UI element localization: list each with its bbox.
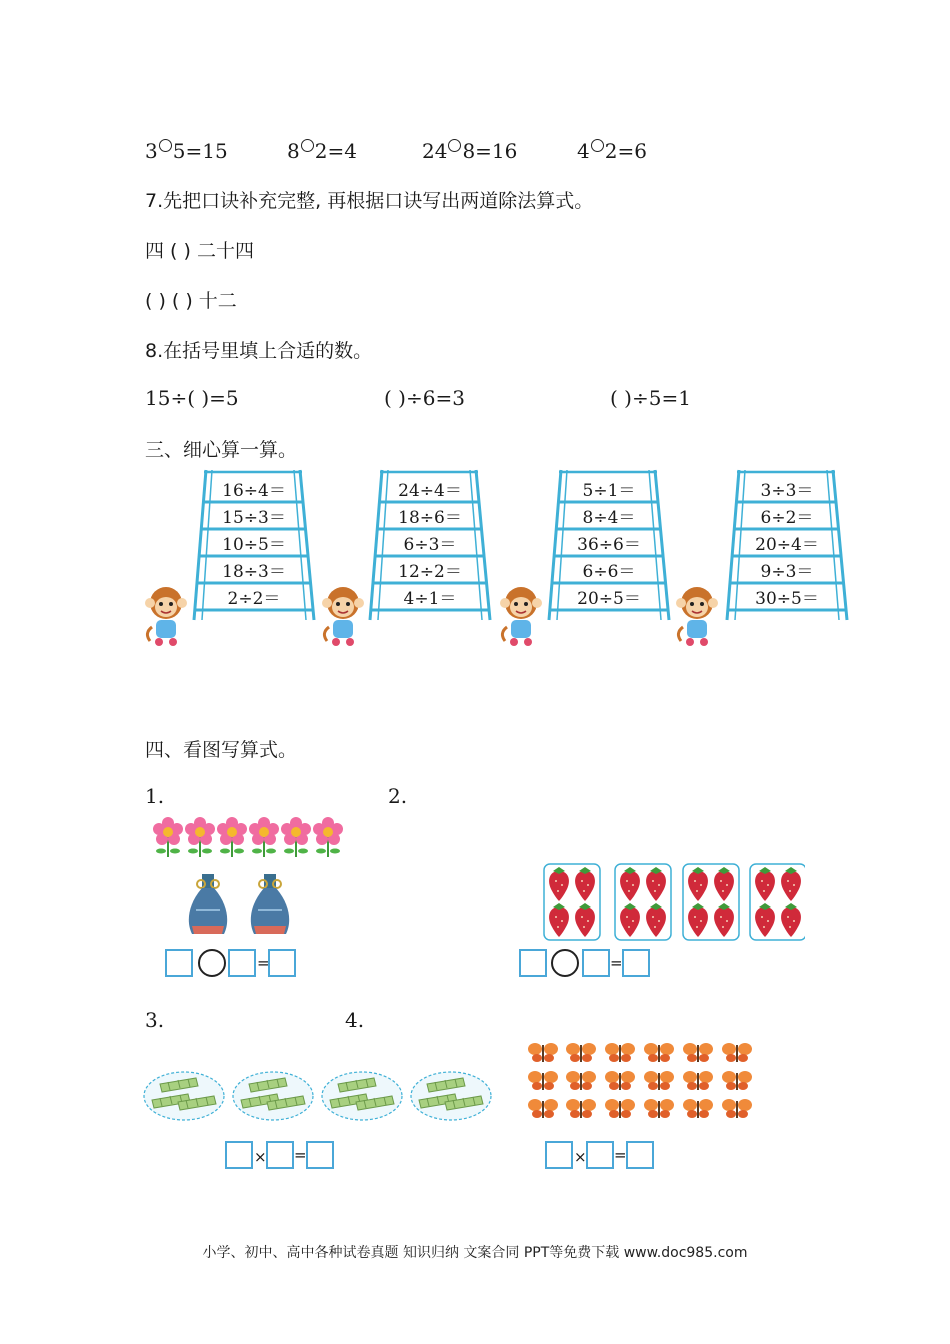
q7-line1: 四 ( ) 二十四 [145,240,254,262]
ladder-1 [190,468,318,624]
equals-sign: = [614,1146,627,1164]
ladder-expression: 24÷4＝ [398,481,462,501]
q7-line2: ( ) ( ) 十二 [145,290,237,312]
ladder-expression: 36÷6＝ [577,535,641,555]
equation-1 [145,139,228,163]
ladder-expression: 2÷2＝ [227,589,281,609]
answer-box[interactable] [306,1141,334,1169]
ladder-expression: 9÷3＝ [760,562,814,582]
operator-circle[interactable] [591,139,604,152]
ladder-expression: 15÷3＝ [222,508,286,528]
eq1-right: 5=15 [172,139,228,163]
q8-title: 8.在括号里填上合适的数。 [145,340,373,362]
ladder-expression: 6÷3＝ [403,535,457,555]
equals-sign: = [610,954,623,972]
eq1-left: 3 [145,139,158,163]
ladder-expression: 18÷6＝ [398,508,462,528]
q8-eq2: ( )÷6=3 [384,386,465,410]
ladder-expression: 3÷3＝ [760,481,814,501]
q8-eq1: 15÷( )=5 [145,386,239,410]
answer-box[interactable] [582,949,610,977]
eq3-right: 8=16 [462,139,518,163]
answer-box[interactable] [165,949,193,977]
ladder-expression: 8÷4＝ [582,508,636,528]
ladder-expression: 20÷4＝ [755,535,819,555]
answer-box[interactable] [622,949,650,977]
answer-box[interactable] [225,1141,253,1169]
times-sign: × [574,1148,587,1166]
ladder-expression: 20÷5＝ [577,589,641,609]
operator-circle[interactable] [301,139,314,152]
operator-circle[interactable] [551,949,579,977]
ladder-expression: 6÷6＝ [582,562,636,582]
answer-box[interactable] [228,949,256,977]
footer-text: 小学、初中、高中各种试卷真题 知识归纳 文案合同 PPT等免费下载 www.doc985.com [202,1245,748,1261]
ladder-expression: 4÷1＝ [403,589,457,609]
strawberry-boxes [543,863,805,947]
monkey-icon [673,583,721,647]
monkey-icon [319,583,367,647]
q8-eq3: ( )÷5=1 [610,386,691,410]
problem-2-number: 2. [388,784,408,808]
eq2-right: 2=4 [314,139,357,163]
vases-picture [186,870,298,944]
ladder-3 [545,468,673,624]
answer-box[interactable] [268,949,296,977]
monkey-icon [497,583,545,647]
equals-sign: = [257,954,270,972]
ladder-expression: 6÷2＝ [760,508,814,528]
eq2-left: 8 [287,139,300,163]
equation-4 [577,139,647,163]
answer-box[interactable] [266,1141,294,1169]
operator-circle[interactable] [159,139,172,152]
answer-box[interactable] [626,1141,654,1169]
eq4-left: 4 [577,139,590,163]
equals-sign: = [294,1146,307,1164]
problem-4-number: 4. [345,1008,365,1032]
flowers-picture [150,815,350,860]
bamboo-plates-picture [140,1068,496,1124]
ladder-4 [723,468,851,624]
equation-3 [422,139,517,163]
problem-1-number: 1. [145,784,165,808]
ladder-expression: 16÷4＝ [222,481,286,501]
operator-circle[interactable] [448,139,461,152]
butterflies-picture [527,1040,757,1122]
times-sign: × [254,1148,267,1166]
ladder-expression: 5÷1＝ [582,481,636,501]
answer-box[interactable] [545,1141,573,1169]
answer-box[interactable] [586,1141,614,1169]
ladder-expression: 30÷5＝ [755,589,819,609]
ladder-expression: 12÷2＝ [398,562,462,582]
q7-title: 7.先把口诀补充完整, 再根据口诀写出两道除法算式。 [145,190,594,212]
section3-title: 三、细心算一算。 [145,439,298,461]
monkey-icon [142,583,190,647]
answer-box[interactable] [519,949,547,977]
ladder-expression: 10÷5＝ [222,535,286,555]
problem-3-number: 3. [145,1008,165,1032]
eq4-right: 2=6 [604,139,647,163]
eq3-left: 24 [422,139,448,163]
section4-title: 四、看图写算式。 [145,739,298,761]
operator-circle[interactable] [198,949,226,977]
ladder-expression: 18÷3＝ [222,562,286,582]
ladder-2 [366,468,494,624]
equation-2 [287,139,357,163]
